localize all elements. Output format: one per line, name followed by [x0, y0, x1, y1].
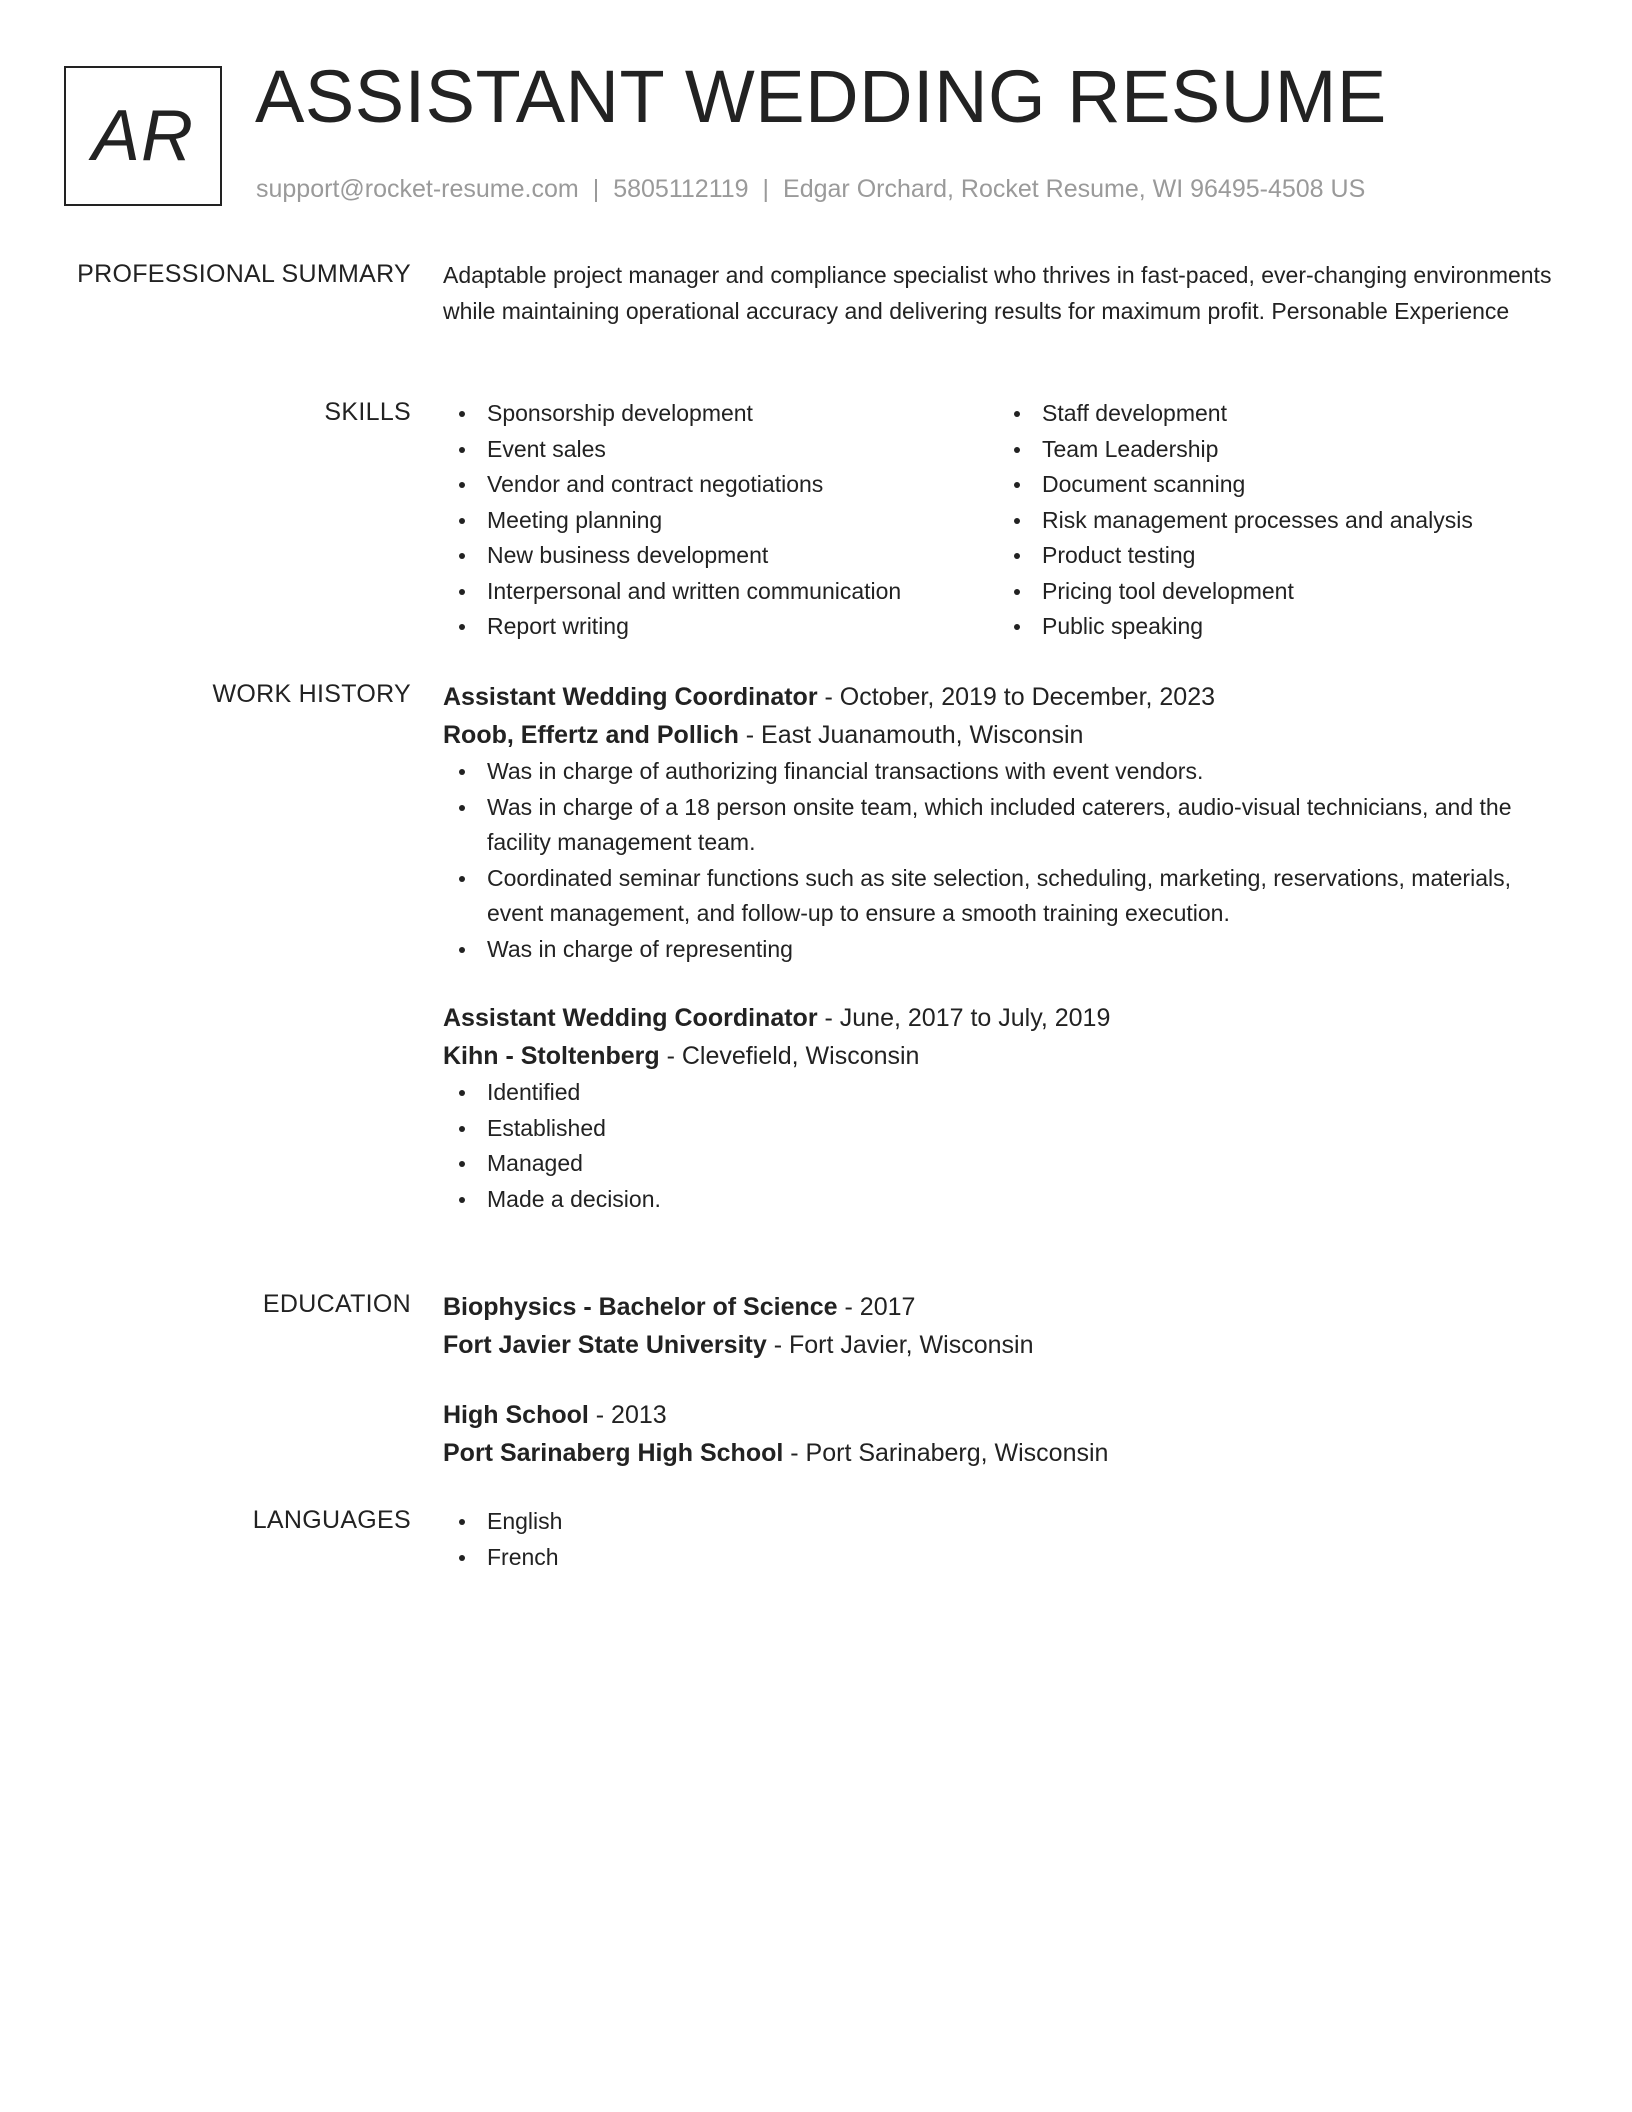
education-degree-line	[443, 1288, 1553, 1326]
education-entry	[443, 1288, 1553, 1364]
language-item: English	[487, 1504, 1553, 1540]
section-heading-work-history: WORK HISTORY	[212, 680, 411, 708]
section-heading-education: EDUCATION	[262, 1290, 411, 1318]
job-bullet: Made a decision.	[487, 1182, 1553, 1218]
education-year: - 2013	[588, 1401, 667, 1429]
skills-column-right	[998, 396, 1553, 645]
job-dates: - June, 2017 to July, 2019	[817, 1004, 1111, 1032]
contact-email[interactable]: support@rocket-resume.com	[256, 175, 579, 203]
job-company-line	[443, 716, 1553, 754]
skill-item: New business development	[487, 538, 998, 574]
languages-list	[443, 1504, 1553, 1575]
section-heading-skills: SKILLS	[324, 398, 411, 426]
skill-item: Interpersonal and written communication	[487, 574, 998, 610]
resume-title: ASSISTANT WEDDING RESUME	[255, 55, 1387, 138]
job-bullet: Identified	[487, 1075, 1553, 1111]
education-year: - 2017	[837, 1293, 916, 1321]
skill-item: Team Leadership	[1042, 432, 1553, 468]
skill-item: Public speaking	[1042, 609, 1553, 645]
skill-item: Pricing tool development	[1042, 574, 1553, 610]
skills-grid	[443, 396, 1553, 645]
contact-address: Edgar Orchard, Rocket Resume, WI 96495-4508 US	[783, 175, 1366, 203]
job-title: Assistant Wedding Coordinator	[443, 683, 818, 711]
contact-separator: |	[592, 175, 600, 203]
skill-item: Risk management processes and analysis	[1042, 503, 1553, 539]
skill-item: Sponsorship development	[487, 396, 998, 432]
job-title-line	[443, 678, 1553, 716]
education-location: - Fort Javier, Wisconsin	[766, 1331, 1034, 1359]
language-item: French	[487, 1540, 1553, 1576]
skill-item: Document scanning	[1042, 467, 1553, 503]
education-entry	[443, 1396, 1553, 1472]
skill-item: Meeting planning	[487, 503, 998, 539]
job-title: Assistant Wedding Coordinator	[443, 1004, 818, 1032]
monogram-text: AR	[91, 96, 195, 176]
contact-phone[interactable]: 5805112119	[613, 175, 749, 203]
section-heading-summary: PROFESSIONAL SUMMARY	[77, 260, 411, 288]
contact-line	[256, 174, 1365, 204]
job-company: Kihn - Stoltenberg	[443, 1042, 660, 1070]
job-bullet: Was in charge of a 18 person onsite team, which included caterers, audio-visual technicians, and the facility management team.	[487, 790, 1553, 861]
skill-item: Event sales	[487, 432, 998, 468]
education-school: Port Sarinaberg High School	[443, 1439, 784, 1467]
job-bullet: Coordinated seminar functions such as site selection, scheduling, marketing, reservations, materials, event management, and follow-up to ensure a smooth training execution.	[487, 861, 1553, 932]
education-degree: High School	[443, 1401, 589, 1429]
job-entry	[443, 999, 1553, 1217]
education-school-line	[443, 1326, 1553, 1364]
monogram-logo	[64, 66, 222, 206]
job-company: Roob, Effertz and Pollich	[443, 721, 739, 749]
skill-item: Staff development	[1042, 396, 1553, 432]
skills-column-left	[443, 396, 998, 645]
job-bullets	[443, 1075, 1553, 1217]
job-entry	[443, 678, 1553, 967]
education-school: Fort Javier State University	[443, 1331, 767, 1359]
contact-separator: |	[762, 175, 770, 203]
job-bullet: Established	[487, 1111, 1553, 1147]
education-school-line	[443, 1434, 1553, 1472]
summary-text: Adaptable project manager and compliance specialist who thrives in fast-paced, ever-changing environments while maintaining operational accuracy and delivering results for maximum profit. Personable Experience	[443, 262, 1552, 324]
job-bullet: Was in charge of authorizing financial transactions with event vendors.	[487, 754, 1553, 790]
skill-item: Product testing	[1042, 538, 1553, 574]
job-bullet: Was in charge of representing	[487, 932, 1553, 968]
job-bullet: Managed	[487, 1146, 1553, 1182]
section-heading-languages: LANGUAGES	[252, 1506, 411, 1534]
job-location: - Clevefield, Wisconsin	[659, 1042, 920, 1070]
skill-item: Vendor and contract negotiations	[487, 467, 998, 503]
education-location: - Port Sarinaberg, Wisconsin	[783, 1439, 1109, 1467]
job-location: - East Juanamouth, Wisconsin	[738, 721, 1084, 749]
job-title-line	[443, 999, 1553, 1037]
education-degree-line	[443, 1396, 1553, 1434]
job-dates: - October, 2019 to December, 2023	[817, 683, 1216, 711]
job-bullets	[443, 754, 1553, 967]
skill-item: Report writing	[487, 609, 998, 645]
education-degree: Biophysics - Bachelor of Science	[443, 1293, 838, 1321]
job-company-line	[443, 1037, 1553, 1075]
